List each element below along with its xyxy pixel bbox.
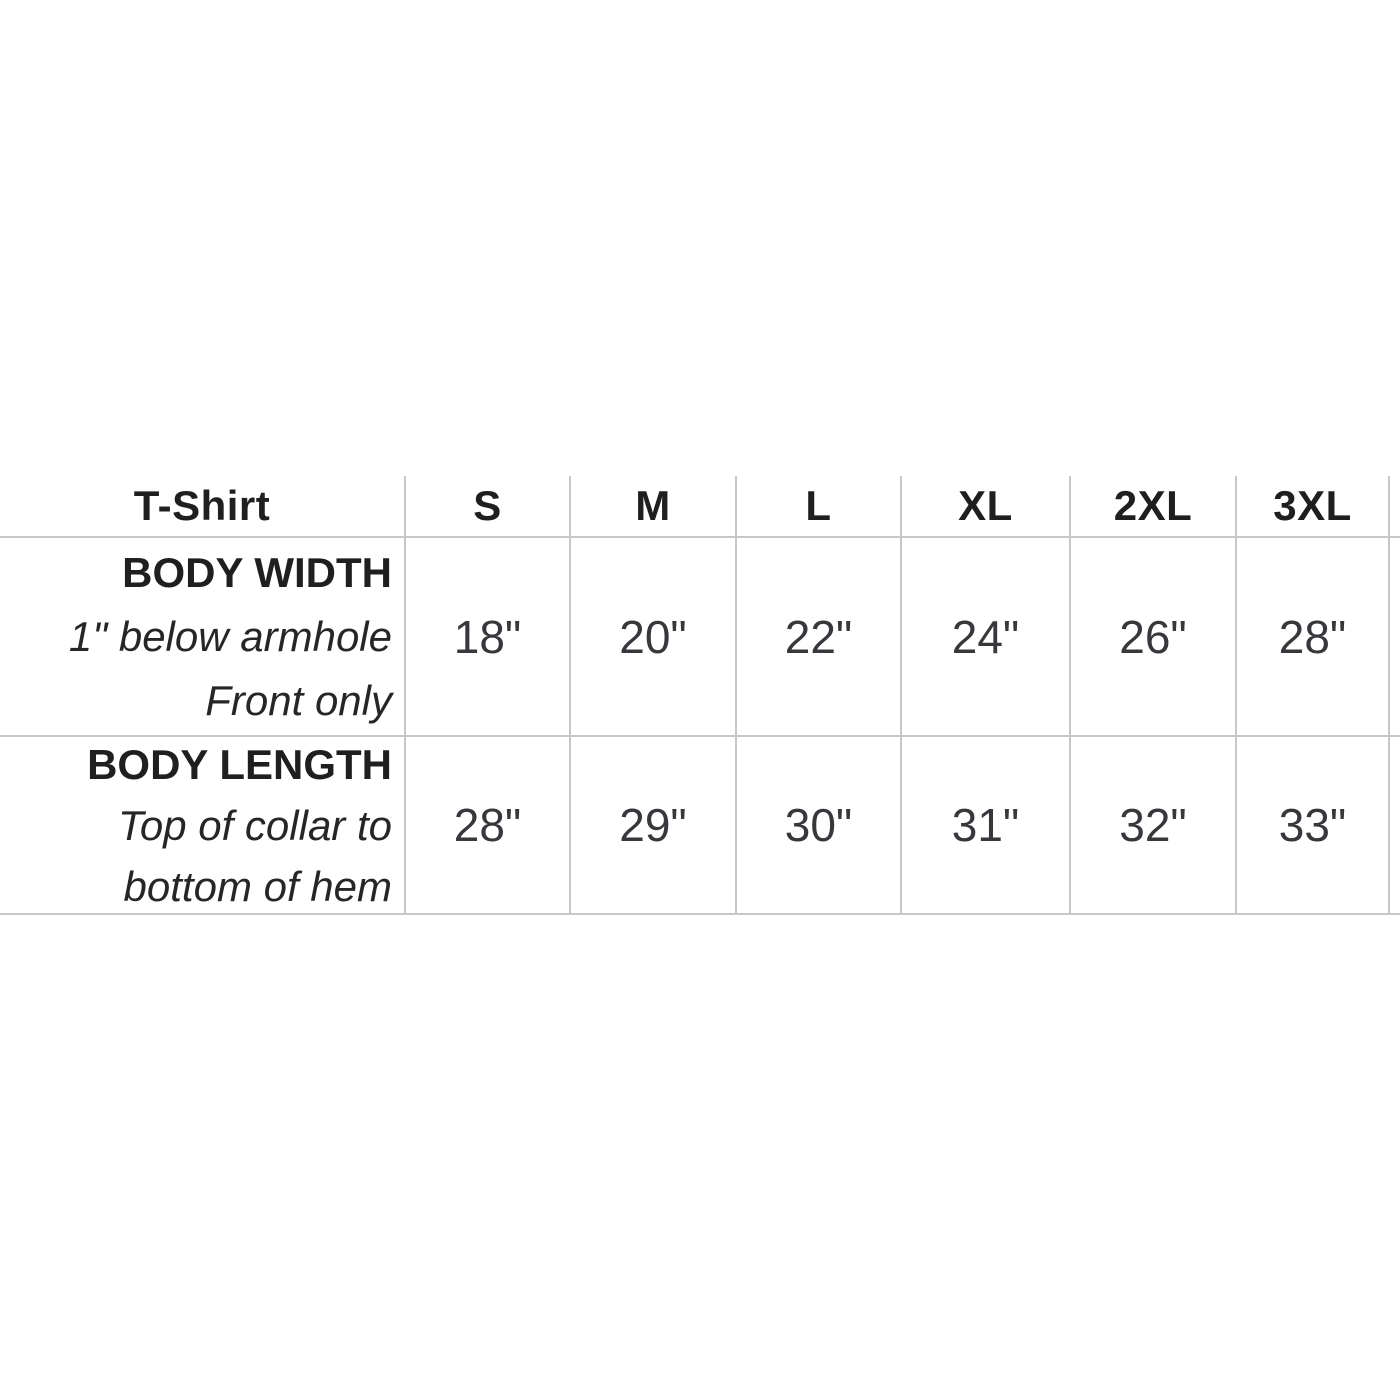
measurement-value: 32" bbox=[1119, 799, 1187, 851]
header-size-2xl bbox=[1071, 476, 1237, 538]
measurement-value: 28" bbox=[1278, 610, 1347, 663]
header-size-s bbox=[406, 476, 571, 538]
measurement-value: 20" bbox=[619, 610, 687, 663]
measurement-name: BODY WIDTH bbox=[122, 548, 392, 596]
size-label: 3XL bbox=[1273, 482, 1352, 529]
row-label-body-width bbox=[0, 538, 406, 737]
body-width-value-s bbox=[406, 538, 571, 737]
row-filler-cell bbox=[1390, 538, 1400, 737]
size-label: S bbox=[473, 482, 502, 529]
body-width-value-m bbox=[571, 538, 737, 737]
measurement-value: 26" bbox=[1119, 610, 1187, 663]
row-label-body-length bbox=[0, 737, 406, 915]
size-label: 2XL bbox=[1113, 482, 1193, 529]
header-size-l bbox=[737, 476, 902, 538]
measurement-note: Top of collar to bbox=[118, 801, 392, 849]
measurement-note: Front only bbox=[205, 676, 392, 724]
measurement-name: BODY LENGTH bbox=[87, 740, 392, 788]
body-width-value-xl bbox=[902, 538, 1071, 737]
body-length-value-xl bbox=[902, 737, 1071, 915]
measurement-value: 18" bbox=[453, 610, 522, 663]
body-length-value-2xl bbox=[1071, 737, 1237, 915]
product-label: T-Shirt bbox=[133, 482, 271, 529]
measurement-note: 1" below armhole bbox=[68, 612, 392, 660]
size-chart-table bbox=[0, 476, 1400, 915]
body-length-value-l bbox=[737, 737, 902, 915]
measurement-value: 33" bbox=[1278, 799, 1347, 851]
size-label: L bbox=[805, 482, 832, 529]
header-size-3xl bbox=[1237, 476, 1390, 538]
measurement-value: 29" bbox=[619, 799, 687, 851]
body-width-value-l bbox=[737, 538, 902, 737]
measurement-value: 30" bbox=[784, 799, 853, 851]
measurement-value: 24" bbox=[951, 610, 1020, 663]
size-label: M bbox=[635, 482, 671, 529]
body-length-value-3xl bbox=[1237, 737, 1390, 915]
measurement-value: 28" bbox=[453, 799, 522, 851]
body-width-value-2xl bbox=[1071, 538, 1237, 737]
measurement-note: bottom of hem bbox=[123, 862, 392, 910]
header-product-cell bbox=[0, 476, 406, 538]
body-length-value-m bbox=[571, 737, 737, 915]
header-size-m bbox=[571, 476, 737, 538]
body-length-value-s bbox=[406, 737, 571, 915]
row-filler-cell bbox=[1390, 737, 1400, 915]
measurement-value: 22" bbox=[784, 610, 853, 663]
header-filler-cell bbox=[1390, 476, 1400, 538]
size-label: XL bbox=[958, 482, 1013, 529]
body-width-value-3xl bbox=[1237, 538, 1390, 737]
measurement-value: 31" bbox=[951, 799, 1020, 851]
header-size-xl bbox=[902, 476, 1071, 538]
